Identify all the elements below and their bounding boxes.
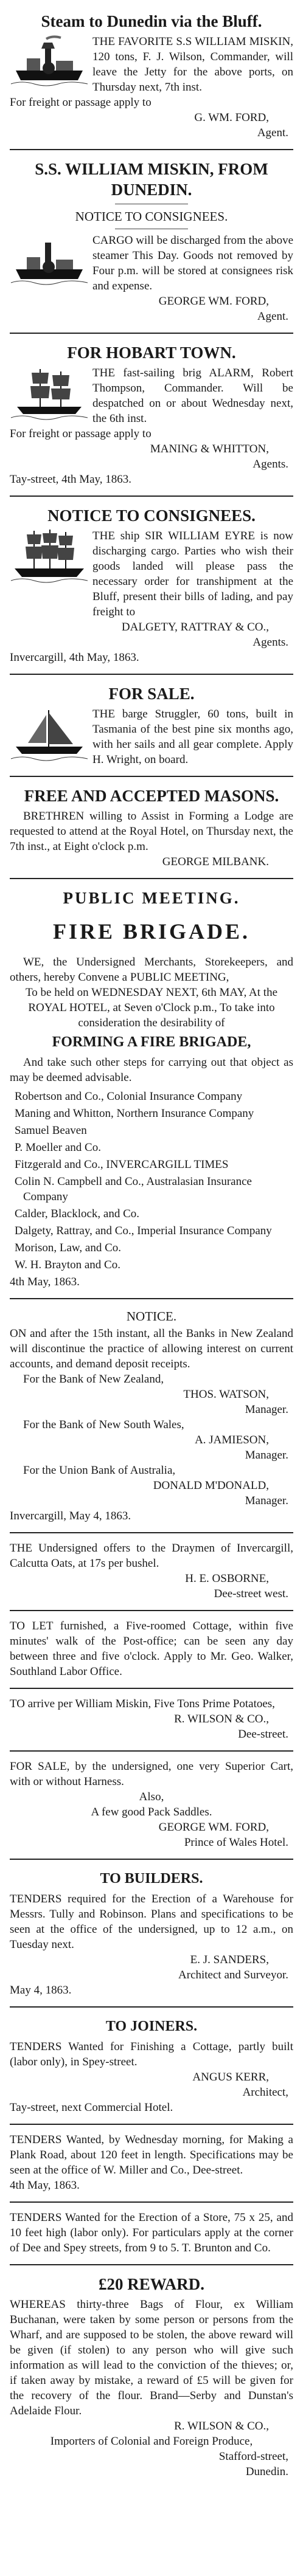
ad-body: FOR SALE, by the undersigned, one very Superior Cart, with or without Harness. xyxy=(10,1760,293,1788)
ad-body: THE fast-sailing brig ALARM, Robert Thompson, Commander. Will be despatched on or about Wednesday next, the 6th inst. xyxy=(92,367,293,425)
ad-steam-bluff xyxy=(10,7,293,144)
bank-for: For the Bank of New South Wales, xyxy=(23,1418,184,1431)
sailing-brig-icon xyxy=(10,365,89,424)
ad-subtitle: NOTICE TO CONSIGNEES. xyxy=(75,209,228,224)
divider xyxy=(10,496,293,497)
ad-signer: GEORGE WM. FORD, xyxy=(158,1821,269,1834)
ad-title: FOR HOBART TOWN. xyxy=(67,344,236,362)
ad-signer: DALGETY, RATTRAY & CO., xyxy=(121,621,269,634)
ad-dateline: Invercargill, May 4, 1863. xyxy=(10,1510,131,1522)
newspaper-column xyxy=(10,7,293,2567)
signatory: Robertson and Co., Colonial Insurance Company xyxy=(15,1090,243,1103)
ad-reward xyxy=(10,2270,293,2483)
ad-signer-role: Importers of Colonial and Foreign Produce, xyxy=(50,2435,253,2448)
ad-consignees-miskin xyxy=(10,155,293,328)
ad-potatoes xyxy=(10,1694,293,1746)
ad-to-joiners xyxy=(10,2012,293,2119)
ad-body-heading: FORMING A FIRE BRIGADE, xyxy=(52,1034,251,1050)
ad-title: FREE AND ACCEPTED MASONS. xyxy=(24,787,279,805)
ad-signer-role: Agents. xyxy=(252,636,288,649)
divider xyxy=(10,2264,293,2265)
bank-role: Manager. xyxy=(245,1494,288,1507)
ad-draymen xyxy=(10,1538,293,1605)
ad-title: Steam to Dunedin via the Bluff. xyxy=(41,12,262,30)
ad-footer: For freight or passage apply to xyxy=(10,427,152,440)
signatory-list xyxy=(10,1089,293,1272)
ad-signer: GEORGE WM. FORD, xyxy=(158,295,269,308)
ad-body: BRETHREN willing to Assist in Forming a Lodge are requested to attend at the Royal Hotel, on Thursday next, the 7th inst., at Eight o'clock p.m. xyxy=(10,810,293,853)
ad-body: ON and after the 15th instant, all the Banks in New Zealand will discontinue the practice of allowing interest on current accounts, and demand deposit receipts. xyxy=(10,1327,293,1370)
signatory: Morison, Law, and Co. xyxy=(15,1241,122,1254)
divider xyxy=(10,878,293,879)
ad-signer: GEORGE MILBANK. xyxy=(162,855,269,868)
ad-for-sale-cart xyxy=(10,1756,293,1854)
ad-body: TENDERS Wanted, by Wednesday morning, for Making a Plank Road, about 120 feet in length. Specifications may be seen at the office of W. Miller and Co., Dee-street. xyxy=(10,2133,293,2177)
ad-body: WHEREAS thirty-three Bags of Flour, ex William Buchanan, were taken by some person or persons from the Wharf, and are supposed to be stolen, the above reward will be given (if stolen) to any person who will give such information as will lead to the conviction of the thieves; or, if taken away by mistake, a reward of £5 will be given for the recovery of the flour. Brand—Serby and Dunstan's Adelaide Flour. xyxy=(10,2298,293,2417)
divider xyxy=(10,674,293,675)
ad-signer-address: Stafford-street, xyxy=(218,2450,288,2463)
bank-for: For the Union Bank of Australia, xyxy=(23,1464,176,1477)
ad-title: S.S. WILLIAM MISKIN, FROM DUNEDIN. xyxy=(35,160,268,199)
ad-signer-role: Architect, xyxy=(242,2086,288,2099)
ad-signer-role: Prince of Wales Hotel. xyxy=(184,1836,288,1849)
ad-title: £20 REWARD. xyxy=(98,2275,204,2293)
signatory: Samuel Beaven xyxy=(15,1124,87,1137)
ad-body: THE barge Struggler, 60 tons, built in Tasmania of the best pine six months ago, with her sails and all gear complete. Apply H. Wright, on board. xyxy=(92,708,293,766)
ad-masons xyxy=(10,782,293,873)
divider xyxy=(10,1750,293,1752)
divider xyxy=(10,776,293,777)
ad-title: PUBLIC MEETING. xyxy=(63,889,240,907)
divider xyxy=(10,1859,293,1860)
divider xyxy=(10,333,293,334)
ad-consignees-eyre xyxy=(10,502,293,669)
bank-for: For the Bank of New Zealand, xyxy=(23,1373,164,1386)
signatory: Dalgety, Rattray, and Co., Imperial Insurance Company xyxy=(15,1224,272,1237)
steamship-icon xyxy=(10,34,89,92)
signatory: Fitzgerald and Co., INVERCARGILL TIMES xyxy=(15,1158,229,1171)
signatory: Maning and Whitton, Northern Insurance Company xyxy=(15,1107,254,1120)
ad-body-meeting: To be held on WEDNESDAY NEXT, 6th MAY, At the ROYAL HOTEL, at Seven o'Clock p.m., To take into consideration the desirability of xyxy=(25,986,278,1029)
ad-signer: ANGUS KERR, xyxy=(192,2071,269,2084)
ad-plank-road xyxy=(10,2130,293,2197)
ad-body: TENDERS Wanted for the Erection of a Store, 75 x 25, and 10 feet high (labor only). For particulars apply at the corner of Dee and Spey streets, from 9 to 5. T. Brunton and Co. xyxy=(10,2211,293,2254)
signatory: W. H. Brayton and Co. xyxy=(15,1259,120,1271)
steamship-icon xyxy=(10,233,89,291)
ad-body: THE Undersigned offers to the Draymen of Invercargill, Calcutta Oats, at 17s per bushel. xyxy=(10,1542,293,1570)
divider xyxy=(10,2201,293,2203)
ad-signer-role: Agents. xyxy=(252,458,288,471)
ad-hobart xyxy=(10,339,293,491)
ad-signer-role: Agent. xyxy=(257,126,288,139)
divider xyxy=(10,1298,293,1299)
ad-store-erection xyxy=(10,2208,293,2259)
ad-signer: G. WM. FORD, xyxy=(194,111,269,124)
ad-title-secondary: FIRE BRIGADE. xyxy=(52,919,251,944)
ad-body: CARGO will be discharged from the above steamer This Day. Goods not removed by Four p.m. will be stored at consignees risk and expense. xyxy=(92,234,293,292)
ad-signer: E. J. SANDERS, xyxy=(190,1953,269,1966)
bank-manager: A. JAMIESON, xyxy=(195,1434,269,1446)
ad-signer-role: Dee-street west. xyxy=(214,1587,288,1600)
ad-signer-role: Agent. xyxy=(257,310,288,323)
divider xyxy=(10,1688,293,1689)
signatory: Colin N. Campbell and Co., Australasian Insurance Company xyxy=(15,1175,252,1203)
ad-also: Also, xyxy=(139,1790,164,1803)
ad-body: TO LET furnished, a Five-roomed Cottage, within five minutes' walk of the Post-office; can be seen any day between three and five o'clock. Apply to Mr. Geo. Walker, Southland Labor Office. xyxy=(10,1620,293,1678)
divider xyxy=(10,1610,293,1611)
ad-to-builders xyxy=(10,1865,293,2001)
ad-body-purpose: And take such other steps for carrying out that object as may be deemed advisable. xyxy=(10,1056,293,1084)
bank-manager: DONALD M'DONALD, xyxy=(153,1479,269,1492)
ad-to-let xyxy=(10,1616,293,1683)
divider xyxy=(10,149,293,150)
bank-manager: THOS. WATSON, xyxy=(183,1388,269,1401)
ad-body: TENDERS required for the Erection of a Warehouse for Messrs. Tully and Robinson. Plans and specifications to be seen at the office of the undersigned, up to 12 a.m., on Tuesday next. xyxy=(10,1893,293,1951)
signatory: Calder, Blacklock, and Co. xyxy=(15,1207,140,1220)
ad-dateline: Tay-street, next Commercial Hotel. xyxy=(10,2101,173,2114)
ad-title: FOR SALE. xyxy=(108,685,195,703)
bank-role: Manager. xyxy=(245,1403,288,1416)
ad-also-item: A few good Pack Saddles. xyxy=(91,1806,212,1818)
ad-bank-notice xyxy=(10,1304,293,1527)
ad-signer: MANING & WHITTON, xyxy=(150,443,269,455)
ad-body: THE FAVORITE S.S WILLIAM MISKIN, 120 tons, F. J. Wilson, Commander, will leave the Jetty for the above ports, on Thursday next, 7th inst. xyxy=(92,35,293,94)
ad-title: TO BUILDERS. xyxy=(100,1871,203,1887)
ad-signer-role: Architect and Surveyor. xyxy=(178,1969,288,1981)
ad-for-sale-barge xyxy=(10,680,293,771)
sailing-ship-icon xyxy=(10,528,89,587)
ad-fire-brigade xyxy=(10,884,293,1293)
ad-signer: R. WILSON & CO., xyxy=(174,1713,269,1725)
ad-body: TENDERS Wanted for Finishing a Cottage, partly built (labor only), in Spey-street. xyxy=(10,2040,293,2068)
ad-title: NOTICE TO CONSIGNEES. xyxy=(47,506,256,525)
ad-signer: R. WILSON & CO., xyxy=(174,2420,269,2433)
divider xyxy=(10,2124,293,2125)
ad-body-convene: WE, the Undersigned Merchants, Storekeepers, and others, hereby Convene a PUBLIC MEETING, xyxy=(10,956,293,984)
ad-dateline: 4th May, 1863. xyxy=(10,1276,80,1288)
ad-title: TO JOINERS. xyxy=(105,2018,198,2034)
signatory: P. Moeller and Co. xyxy=(15,1141,101,1154)
divider xyxy=(10,1532,293,1533)
ad-signer: H. E. OSBORNE, xyxy=(185,1572,269,1585)
ad-title: NOTICE. xyxy=(126,1309,177,1324)
divider xyxy=(10,2006,293,2008)
ad-dateline: May 4, 1863. xyxy=(10,1984,72,1997)
ad-signer-role: Dee-street. xyxy=(238,1728,288,1741)
ad-body: THE ship SIR WILLIAM EYRE is now discharging cargo. Parties who wish their goods landed will please pass the necessary order for transhipment at the Bluff, present their bills of lading, and pay freight to xyxy=(92,530,293,618)
ad-body: TO arrive per William Miskin, Five Tons Prime Potatoes, xyxy=(10,1697,275,1710)
ad-signer-city: Dunedin. xyxy=(245,2465,288,2478)
ad-dateline: 4th May, 1863. xyxy=(10,2179,80,2192)
bank-role: Manager. xyxy=(245,1449,288,1462)
ad-footer: For freight or passage apply to xyxy=(10,96,152,109)
ad-dateline: Invercargill, 4th May, 1863. xyxy=(10,651,139,664)
sailing-barge-icon xyxy=(10,706,89,765)
ad-dateline: Tay-street, 4th May, 1863. xyxy=(10,473,132,486)
